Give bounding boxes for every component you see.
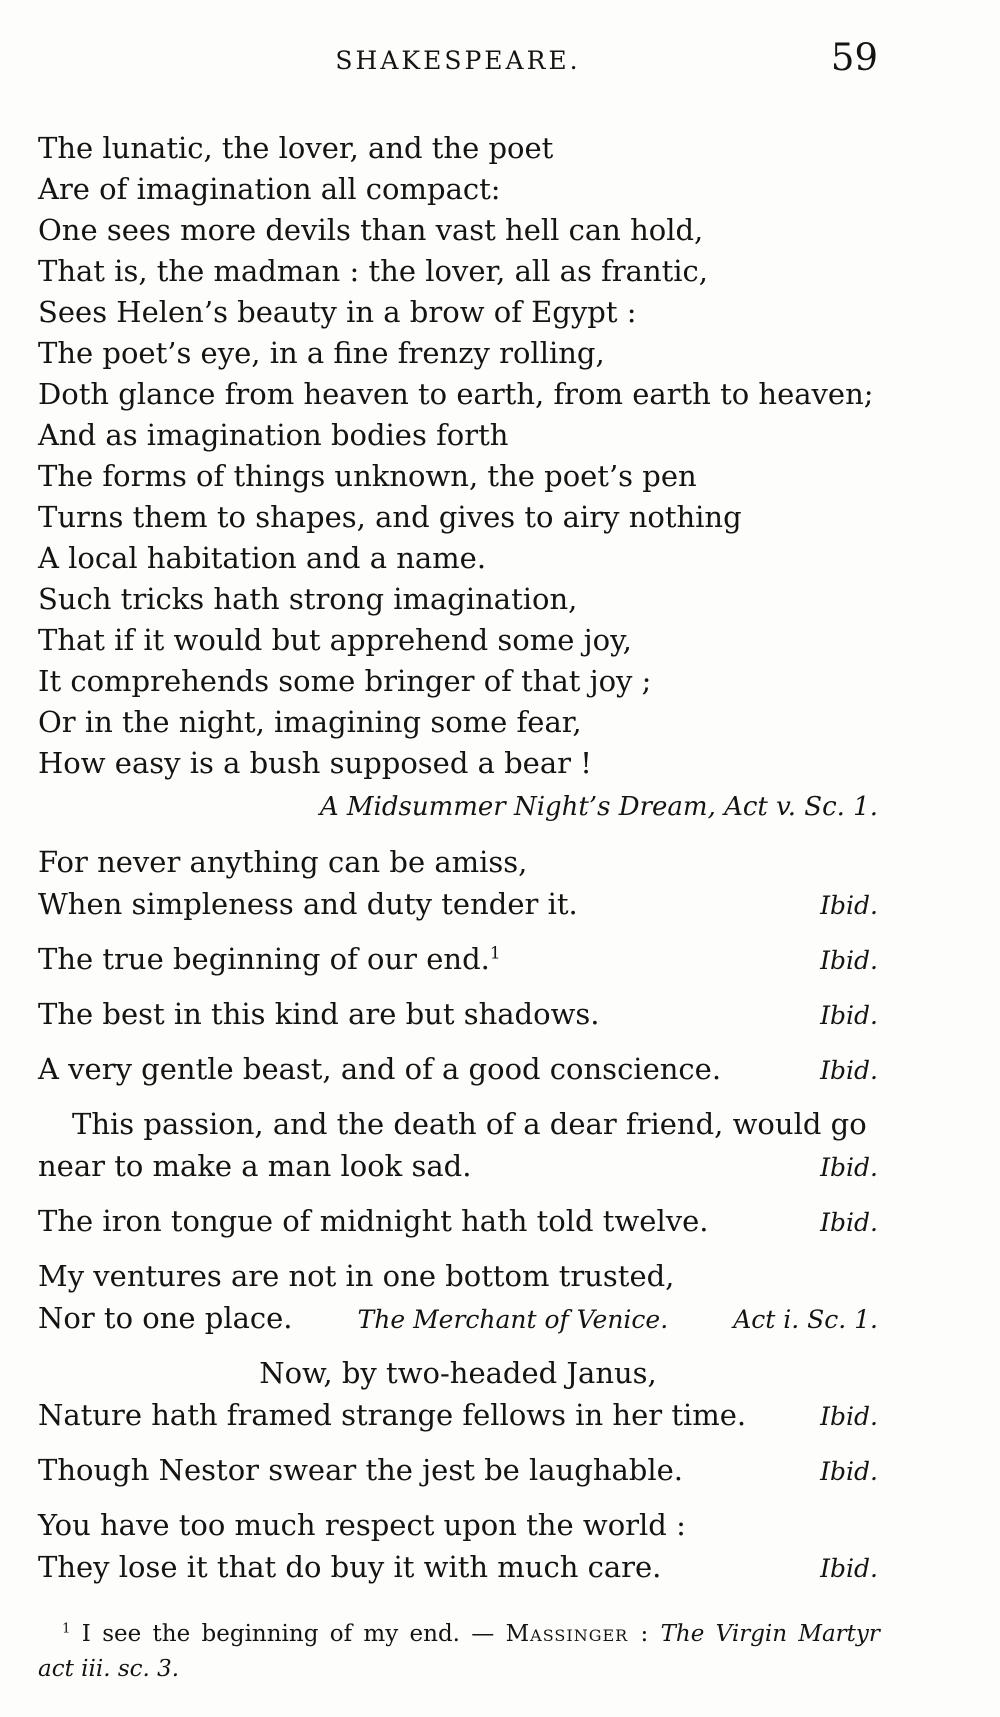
quote-passion xyxy=(38,1103,878,1189)
verse-line: The forms of things unknown, the poet’s pen xyxy=(38,459,697,493)
source-ibid: Ibid. xyxy=(820,891,878,920)
quote-text xyxy=(38,938,501,980)
quote-simpleness xyxy=(38,841,878,927)
verse-line: Are of imagination all compact: xyxy=(38,172,501,206)
verse-line: How easy is a bush supposed a bear ! xyxy=(38,746,592,780)
verse-line: That if it would but apprehend some joy, xyxy=(38,623,632,657)
footnote-line: act iii. sc. 3. xyxy=(38,1656,180,1682)
source-ibid: Ibid. xyxy=(820,1208,878,1237)
attribution-midsummer: A Midsummer Night’s Dream, Act v. Sc. 1. xyxy=(319,792,878,822)
quote-line: For never anything can be amiss, xyxy=(38,845,528,879)
quote-line: A very gentle beast, and of a good conscience. xyxy=(38,1052,722,1086)
verse-line: And as imagination bodies forth xyxy=(38,418,509,452)
quote-line: My ventures are not in one bottom trusted, xyxy=(38,1259,675,1293)
quote-respect xyxy=(38,1504,878,1590)
quote-line: When simpleness and duty tender it. xyxy=(38,887,578,921)
quote-line: The iron tongue of midnight hath told twelve. xyxy=(38,1204,709,1238)
quote-line: The true beginning of our end. xyxy=(38,942,490,976)
quote-line: This passion, and the death of a dear friend, would go xyxy=(72,1107,867,1141)
quote-line: Though Nestor swear the jest be laughable. xyxy=(38,1453,684,1487)
quote-nestor xyxy=(38,1449,878,1493)
quote-line-with-source xyxy=(38,883,878,927)
quote-line-with-source xyxy=(38,1449,878,1493)
quote-iron-tongue xyxy=(38,1200,878,1244)
page-number: 59 xyxy=(830,36,878,79)
source-locus: Act i. Sc. 1. xyxy=(733,1305,878,1334)
source-ibid: Ibid. xyxy=(820,1001,878,1030)
source-ibid: Ibid. xyxy=(820,1554,878,1583)
verse-line: The poet’s eye, in a fine frenzy rolling, xyxy=(38,336,605,370)
quote-line-with-source xyxy=(38,1394,878,1438)
footnote-text: I see the beginning of my end. — xyxy=(81,1621,495,1647)
verse-line: Such tricks hath strong imagination, xyxy=(38,582,578,616)
quote-line-with-source xyxy=(38,1145,878,1189)
quote-line: They lose it that do buy it with much care. xyxy=(38,1550,662,1584)
footnote xyxy=(38,1617,878,1687)
verse-line: Doth glance from heaven to earth, from earth to heaven; xyxy=(38,377,874,411)
quote-shadows xyxy=(38,993,878,1037)
verse-line: Turns them to shapes, and gives to airy nothing xyxy=(38,500,742,534)
source-ibid: Ibid. xyxy=(820,1153,878,1182)
source-ibid: Ibid. xyxy=(820,1402,878,1431)
verse-line: A local habitation and a name. xyxy=(38,541,487,575)
quote-line-with-source xyxy=(38,1546,878,1590)
verse-line: Sees Helen’s beauty in a brow of Egypt : xyxy=(38,295,637,329)
quote-line-with-source xyxy=(38,1297,878,1341)
verse-line: That is, the madman : the lover, all as frantic, xyxy=(38,254,709,288)
source-merchant-of-venice: The Merchant of Venice. xyxy=(357,1305,669,1334)
quote-janus xyxy=(38,1352,878,1438)
quote-line-with-source xyxy=(38,1048,878,1092)
quote-true-beginning xyxy=(38,938,878,982)
quote-line-with-source xyxy=(38,938,878,982)
quote-line-with-source xyxy=(38,993,878,1037)
quote-line: Nature hath framed strange fellows in her time. xyxy=(38,1398,747,1432)
quote-line-with-source xyxy=(38,1200,878,1244)
quote-line: Nor to one place. xyxy=(38,1301,293,1335)
source-ibid: Ibid. xyxy=(820,1457,878,1486)
quote-line: You have too much respect upon the world : xyxy=(38,1508,686,1542)
quote-gentle-beast xyxy=(38,1048,878,1092)
source-ibid: Ibid. xyxy=(820,946,878,975)
verse-line: Or in the night, imagining some fear, xyxy=(38,705,582,739)
verse-line: One sees more devils than vast hell can hold, xyxy=(38,213,704,247)
verse-line: It comprehends some bringer of that joy ; xyxy=(38,664,652,698)
footnote-author: Massinger : xyxy=(505,1621,650,1647)
verse-quote-midsummer xyxy=(38,128,878,830)
quote-line: near to make a man look sad. xyxy=(38,1149,472,1183)
text-column xyxy=(38,0,878,1687)
source-ibid: Ibid. xyxy=(820,1056,878,1085)
footnote-marker: 1 xyxy=(62,1621,71,1637)
quote-line: The best in this kind are but shadows. xyxy=(38,997,600,1031)
quote-line: Now, by two-headed Janus, xyxy=(259,1356,657,1390)
footnote-line xyxy=(38,1617,878,1652)
quote-ventures xyxy=(38,1255,878,1341)
footnote-work-title: The Virgin Martyr xyxy=(660,1621,880,1647)
running-title: SHAKESPEARE. xyxy=(335,46,581,75)
footnote-ref: 1 xyxy=(489,942,501,963)
verse-line: The lunatic, the lover, and the poet xyxy=(38,131,554,165)
page-header xyxy=(38,0,878,86)
